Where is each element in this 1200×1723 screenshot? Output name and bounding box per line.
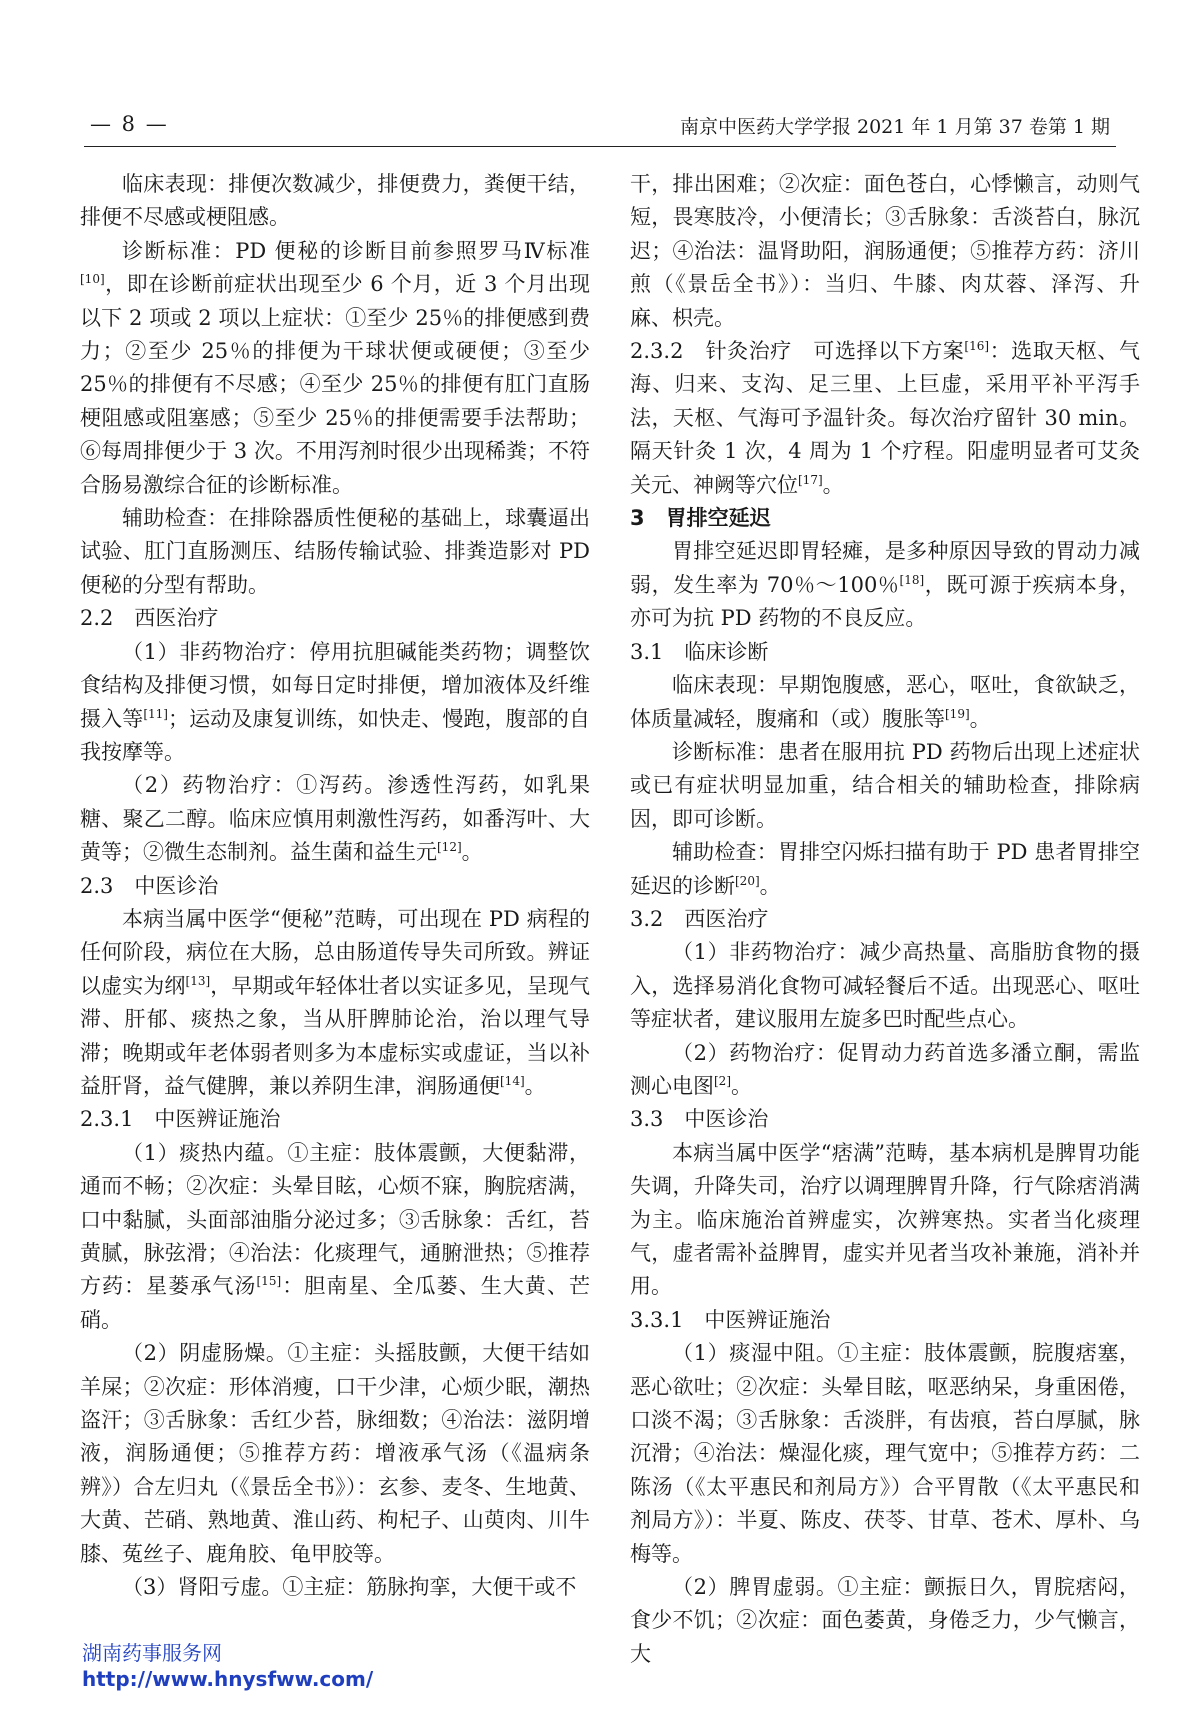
paragraph-text: （1）非药物治疗：减少高热量、高脂肪食物的摄入，选择易消化食物可减轻餐后不适。出现恶心、呕吐等症状者，建议服用左旋多巴时配些点心。 [630,940,1140,1032]
paragraph-text: 。 [524,1073,546,1098]
paragraph-text: （2）药物治疗：①泻药。渗透性泻药，如乳果糖、聚乙二醇。临床应慎用刺激性泻药，如番泻叶、大黄等；②微生态制剂。益生菌和益生元 [80,773,590,865]
watermark-url[interactable]: http://www.hnysfww.com/ [82,1667,374,1691]
paragraph-text: 本病当属中医学“痞满”范畴，基本病机是脾胃功能失调，升降失司，治疗以调理脾胃升降，行气除痞消满为主。临床施治首辨虚实，次辨寒热。实者当化痰理气，虚者需补益脾胃，虚实并见者当攻补兼施，消补并用。 [630,1140,1140,1299]
paragraph-text: （1）痰湿中阻。①主症：肢体震颤，脘腹痞塞，恶心欲吐；②次症：头晕目眩，呕恶纳呆，身重困倦，口淡不渴；③舌脉象：舌淡胖，有齿痕，苔白厚腻，脉沉滑；④治法：燥湿化痰，理气宽中；⑤推荐方药：二陈汤（《太平惠民和剂局方》）合平胃散（《太平惠民和剂局方》）：半夏、陈皮、茯苓、甘草、苍术、厚朴、乌梅等。 [630,1341,1140,1566]
paragraph-text: 3.3 中医诊治 [630,1107,769,1132]
paragraph [80,235,590,502]
paragraph-text: 2.3.2 针灸治疗 可选择以下方案 [630,339,965,364]
paragraph [630,1037,1140,1104]
watermark[interactable] [82,1640,373,1692]
paragraph [630,1137,1140,1304]
citation-ref[interactable]: [18] [899,572,925,587]
paragraph-text: 3.3.1 中医辨证施治 [630,1307,831,1332]
paragraph-text: 2.3.1 中医辨证施治 [80,1107,281,1132]
paragraph-text: 3 胃排空延迟 [630,506,771,531]
citation-ref[interactable]: [11] [143,706,168,721]
paragraph-text: 临床表现：排便次数减少，排便费力，粪便干结，排便不尽感或梗阻感。 [80,172,590,230]
paragraph-text: （2）脾胃虚弱。①主症：颤振日久，胃脘痞闷，食少不饥；②次症：面色萎黄，身倦乏力，少气懒言，大 [630,1575,1140,1666]
paragraph [80,636,590,770]
paragraph-text: ，既可源于疾病本身，亦可为抗 PD 药物的不良反应。 [630,572,1141,631]
section-heading [630,1103,1140,1136]
paragraph-text: 本病当属中医学“便秘”范畴，可出现在 PD 病程的任何阶段，病位在大肠，总由肠道传导失司所致。辨证以虚实为纲 [80,906,590,998]
paragraph [80,502,590,602]
citation-ref[interactable]: [12] [437,840,462,855]
paragraph-text: （2）阴虚肠燥。①主症：头摇肢颤，大便干结如羊屎；②次症：形体消瘦，口干少津，心烦少眠，潮热盗汗；③舌脉象：舌红少苔，脉细数；④治法：滋阴增液，润肠通便；⑤推荐方药：增液承气汤（《温病条辨》）合左归丸（《景岳全书》）：玄参、麦冬、生地黄、大黄、芒硝、熟地黄、淮山药、枸杞子、山萸肉、川牛膝、菟丝子、鹿角胶、龟甲胶等。 [80,1341,590,1566]
paragraph-text: 临床表现：早期饱腹感，恶心，呕吐，食欲缺乏，体质量减轻，腹痛和（或）腹胀等 [630,673,1140,731]
paragraph-text: ；运动及康复训练，如快走、慢跑，腹部的自我按摩等。 [80,706,591,764]
paragraph-text: ，即在诊断前症状出现至少 6 个月，近 3 个月出现以下 2 项或 2 项以上症状：①至少 25％的排便感到费力；②至少 25％的排便为干球状便或硬便；③至少 25％的排便有不尽感；④至少 25％的排便有肛门直肠梗阻感或阻塞感；⑤至少 25％的排便需要手法帮助；⑥每周排便少于 3 次。不用泻剂时很少出现稀粪；不符合肠易激综合征的诊断标准。 [80,272,590,497]
journal-info: 南京中医药大学学报 2021 年 1 月第 37 卷第 1 期 [679,116,1110,138]
paragraph-text: 。 [731,1073,752,1098]
paragraph [80,769,590,869]
paragraph-text: ：胆南星、全瓜蒌、生大黄、芒硝。 [80,1274,591,1332]
paragraph-text: 干，排出困难；②次症：面色苍白，心悸懒言，动则气短，畏寒肢冷，小便清长；③舌脉象：舌淡苔白，脉沉迟；④治法：温肾助阳，润肠通便；⑤推荐方药：济川煎（《景岳全书》）：当归、牛膝、肉苁蓉、泽泻、升麻、枳壳。 [630,172,1140,330]
paragraph [80,1571,590,1604]
section-heading [630,1304,1140,1337]
paragraph [630,1337,1140,1571]
paragraph-text: 辅助检查：胃排空闪烁扫描有助于 PD 患者胃排空延迟的诊断 [630,840,1140,898]
citation-ref[interactable]: [13] [185,973,211,988]
paragraph-text: 胃排空延迟即胃轻瘫，是多种原因导致的胃动力减弱，发生率为 70％～100％ [630,539,1140,597]
right-column [630,168,1140,1671]
section-heading [630,903,1140,936]
section-heading [80,870,590,903]
paragraph-text: ，早期或年轻体壮者以实证多见，呈现气滞、肝郁、痰热之象，当从肝脾肺论治，治以理气导滞；晚期或年老体弱者则多为本虚标实或虚证，当以补益肝肾，益气健脾，兼以养阴生津，润肠通便 [80,973,591,1098]
paragraph-text: 。 [969,706,991,731]
paragraph-text: 。 [759,873,781,898]
section-heading [80,1103,590,1136]
paragraph-text: 3.1 临床诊断 [630,639,769,664]
paragraph-text: ：选取天枢、气海、归来、支沟、足三里、上巨虚，采用平补平泻手法，天枢、气海可予温针灸。每次治疗留针 30 min。隔天针灸 1 次，4 周为 1 个疗程。阳虚明显者可艾灸关元、神阙等穴位 [630,339,1141,497]
paragraph-text: 2.2 西医治疗 [80,606,219,631]
left-column [80,168,590,1604]
paragraph [630,736,1140,836]
header-rule [84,146,1116,147]
paragraph [80,1337,590,1571]
paragraph-text: 。 [461,840,483,865]
paragraph-text: （1）非药物治疗：停用抗胆碱能类药物；调整饮食结构及排便习惯，如每日定时排便，增加液体及纤维摄入等 [80,639,590,731]
paragraph-text: 诊断标准：PD 便秘的诊断目前参照罗马Ⅳ标准 [122,238,590,263]
citation-ref[interactable]: [17] [798,472,823,487]
paragraph-continued [630,168,1140,335]
section-heading [630,636,1140,669]
paragraph-text: （2）药物治疗：促胃动力药首选多潘立酮，需监测心电图 [630,1040,1140,1098]
citation-ref[interactable]: [10] [80,272,105,287]
page-header [90,112,1110,146]
paragraph [630,669,1140,736]
paragraph [630,535,1140,635]
paragraph-text: 辅助检查：在排除器质性便秘的基础上，球囊逼出试验、肛门直肠测压、结肠传输试验、排粪造影对 PD 便秘的分型有帮助。 [80,506,590,597]
citation-ref[interactable]: [15] [256,1274,282,1289]
paragraph [630,936,1140,1036]
citation-ref[interactable]: [16] [964,339,990,354]
paragraph [80,903,590,1103]
paragraph [630,836,1140,903]
paragraph [630,1571,1140,1671]
watermark-site-name: 湖南药事服务网 [82,1641,222,1665]
paragraph-continued [630,335,1140,502]
citation-ref[interactable]: [14] [500,1073,525,1088]
section-heading [80,602,590,635]
paragraph-text: 。 [822,472,844,497]
page-number: — 8 — [90,112,169,136]
paragraph-text: （1）痰热内蕴。①主症：肢体震颤，大便黏滞，通而不畅；②次症：头晕目眩，心烦不寐，胸脘痞满，口中黏腻，头面部油脂分泌过多；③舌脉象：舌红，苔黄腻，脉弦滑；④治法：化痰理气，通腑泄热；⑤推荐方药：星蒌承气汤 [80,1140,590,1299]
paragraph-text: （3）肾阳亏虚。①主症：筋脉拘挛，大便干或不 [122,1575,577,1600]
paragraph-text: 诊断标准：患者在服用抗 PD 药物后出现上述症状或已有症状明显加重，结合相关的辅助检查，排除病因，即可诊断。 [630,739,1140,831]
citation-ref[interactable]: [20] [735,873,760,888]
citation-ref[interactable]: [19] [945,706,970,721]
section-title [630,502,1140,535]
paragraph-text: 3.2 西医治疗 [630,906,769,931]
paragraph-text: 2.3 中医诊治 [80,873,219,898]
citation-ref[interactable]: [2] [714,1073,731,1088]
paragraph [80,168,590,235]
paragraph [80,1137,590,1337]
